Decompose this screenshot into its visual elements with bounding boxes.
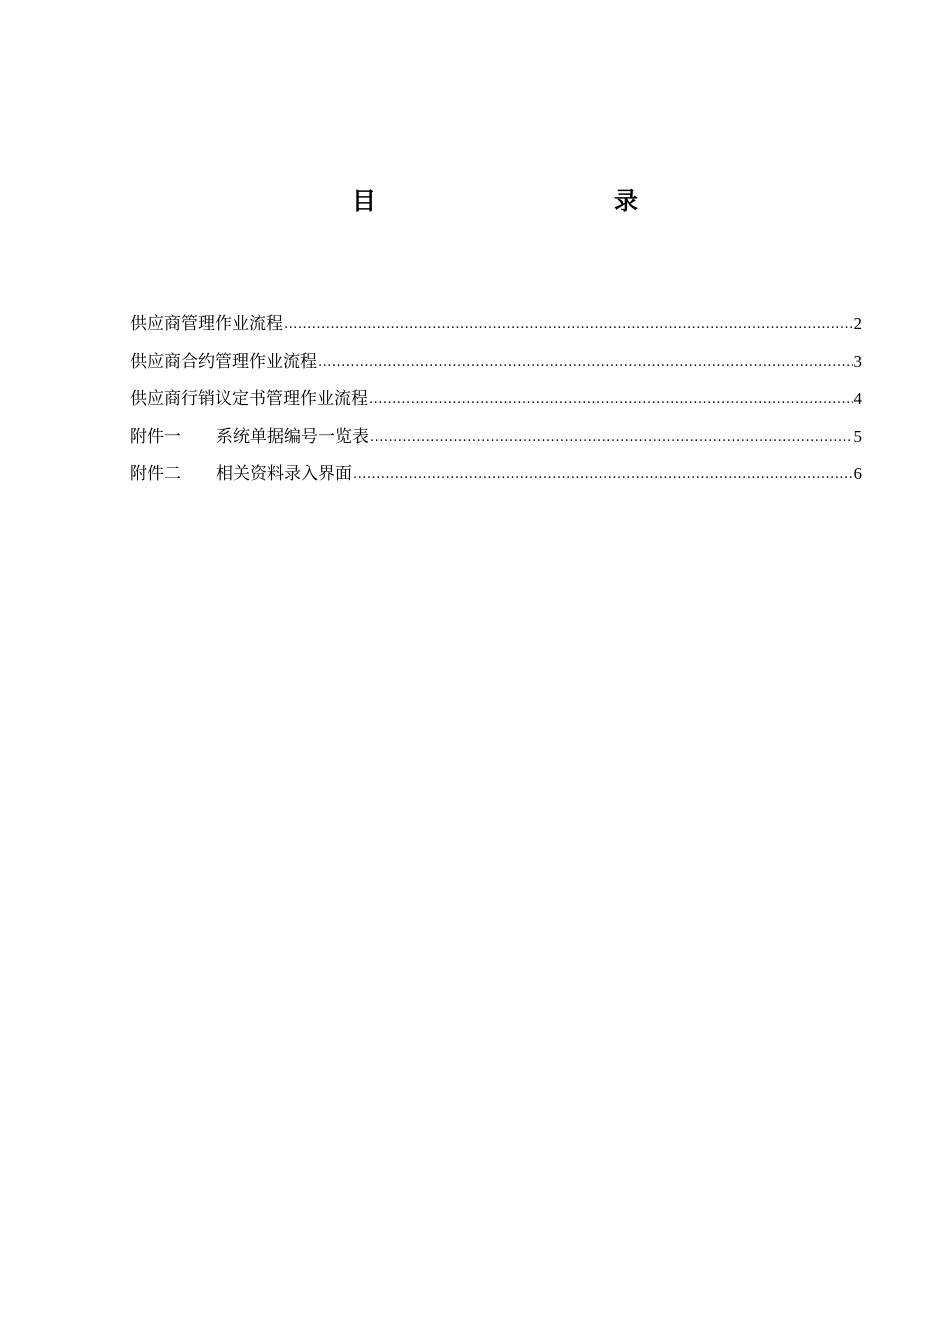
- toc-entry-appendix-1[interactable]: [130, 425, 862, 463]
- toc-heading: [0, 184, 950, 218]
- toc-entry-prefix: 附件一: [130, 426, 181, 447]
- toc-entry-title: 供应商合约管理作业流程: [130, 351, 317, 372]
- toc-entry-page-number: 3: [853, 351, 862, 371]
- toc-entry-page-number: 2: [853, 314, 862, 333]
- toc-dot-leader: [318, 351, 853, 375]
- toc-heading-char-1: 目: [352, 187, 376, 215]
- toc-entry-title: 系统单据编号一览表: [216, 426, 369, 447]
- toc-entry-page-number: 4: [853, 389, 862, 408]
- toc-dot-leader: [370, 426, 853, 450]
- toc-entry-supplier-management[interactable]: [130, 312, 862, 350]
- toc-heading-char-2: 录: [614, 187, 638, 215]
- toc-entry-label: [130, 425, 369, 449]
- toc-entry-supplier-contract[interactable]: [130, 350, 862, 388]
- toc-entry-title: 供应商管理作业流程: [130, 314, 283, 334]
- toc-entry-supplier-marketing-agreement[interactable]: [130, 387, 862, 425]
- toc-entry-label: [130, 462, 352, 486]
- toc-entry-appendix-2[interactable]: [130, 462, 862, 500]
- toc-dot-leader: [353, 463, 853, 487]
- toc-entry-prefix: 附件二: [130, 464, 181, 484]
- toc-entry-title: 供应商行销议定书管理作业流程: [130, 389, 368, 409]
- toc-dot-leader: [369, 388, 853, 412]
- toc-entry-page-number: 6: [853, 464, 862, 483]
- toc-entry-title: 相关资料录入界面: [216, 464, 352, 484]
- toc-dot-leader: [284, 313, 853, 337]
- table-of-contents: [130, 312, 862, 500]
- toc-entry-page-number: 5: [853, 426, 862, 446]
